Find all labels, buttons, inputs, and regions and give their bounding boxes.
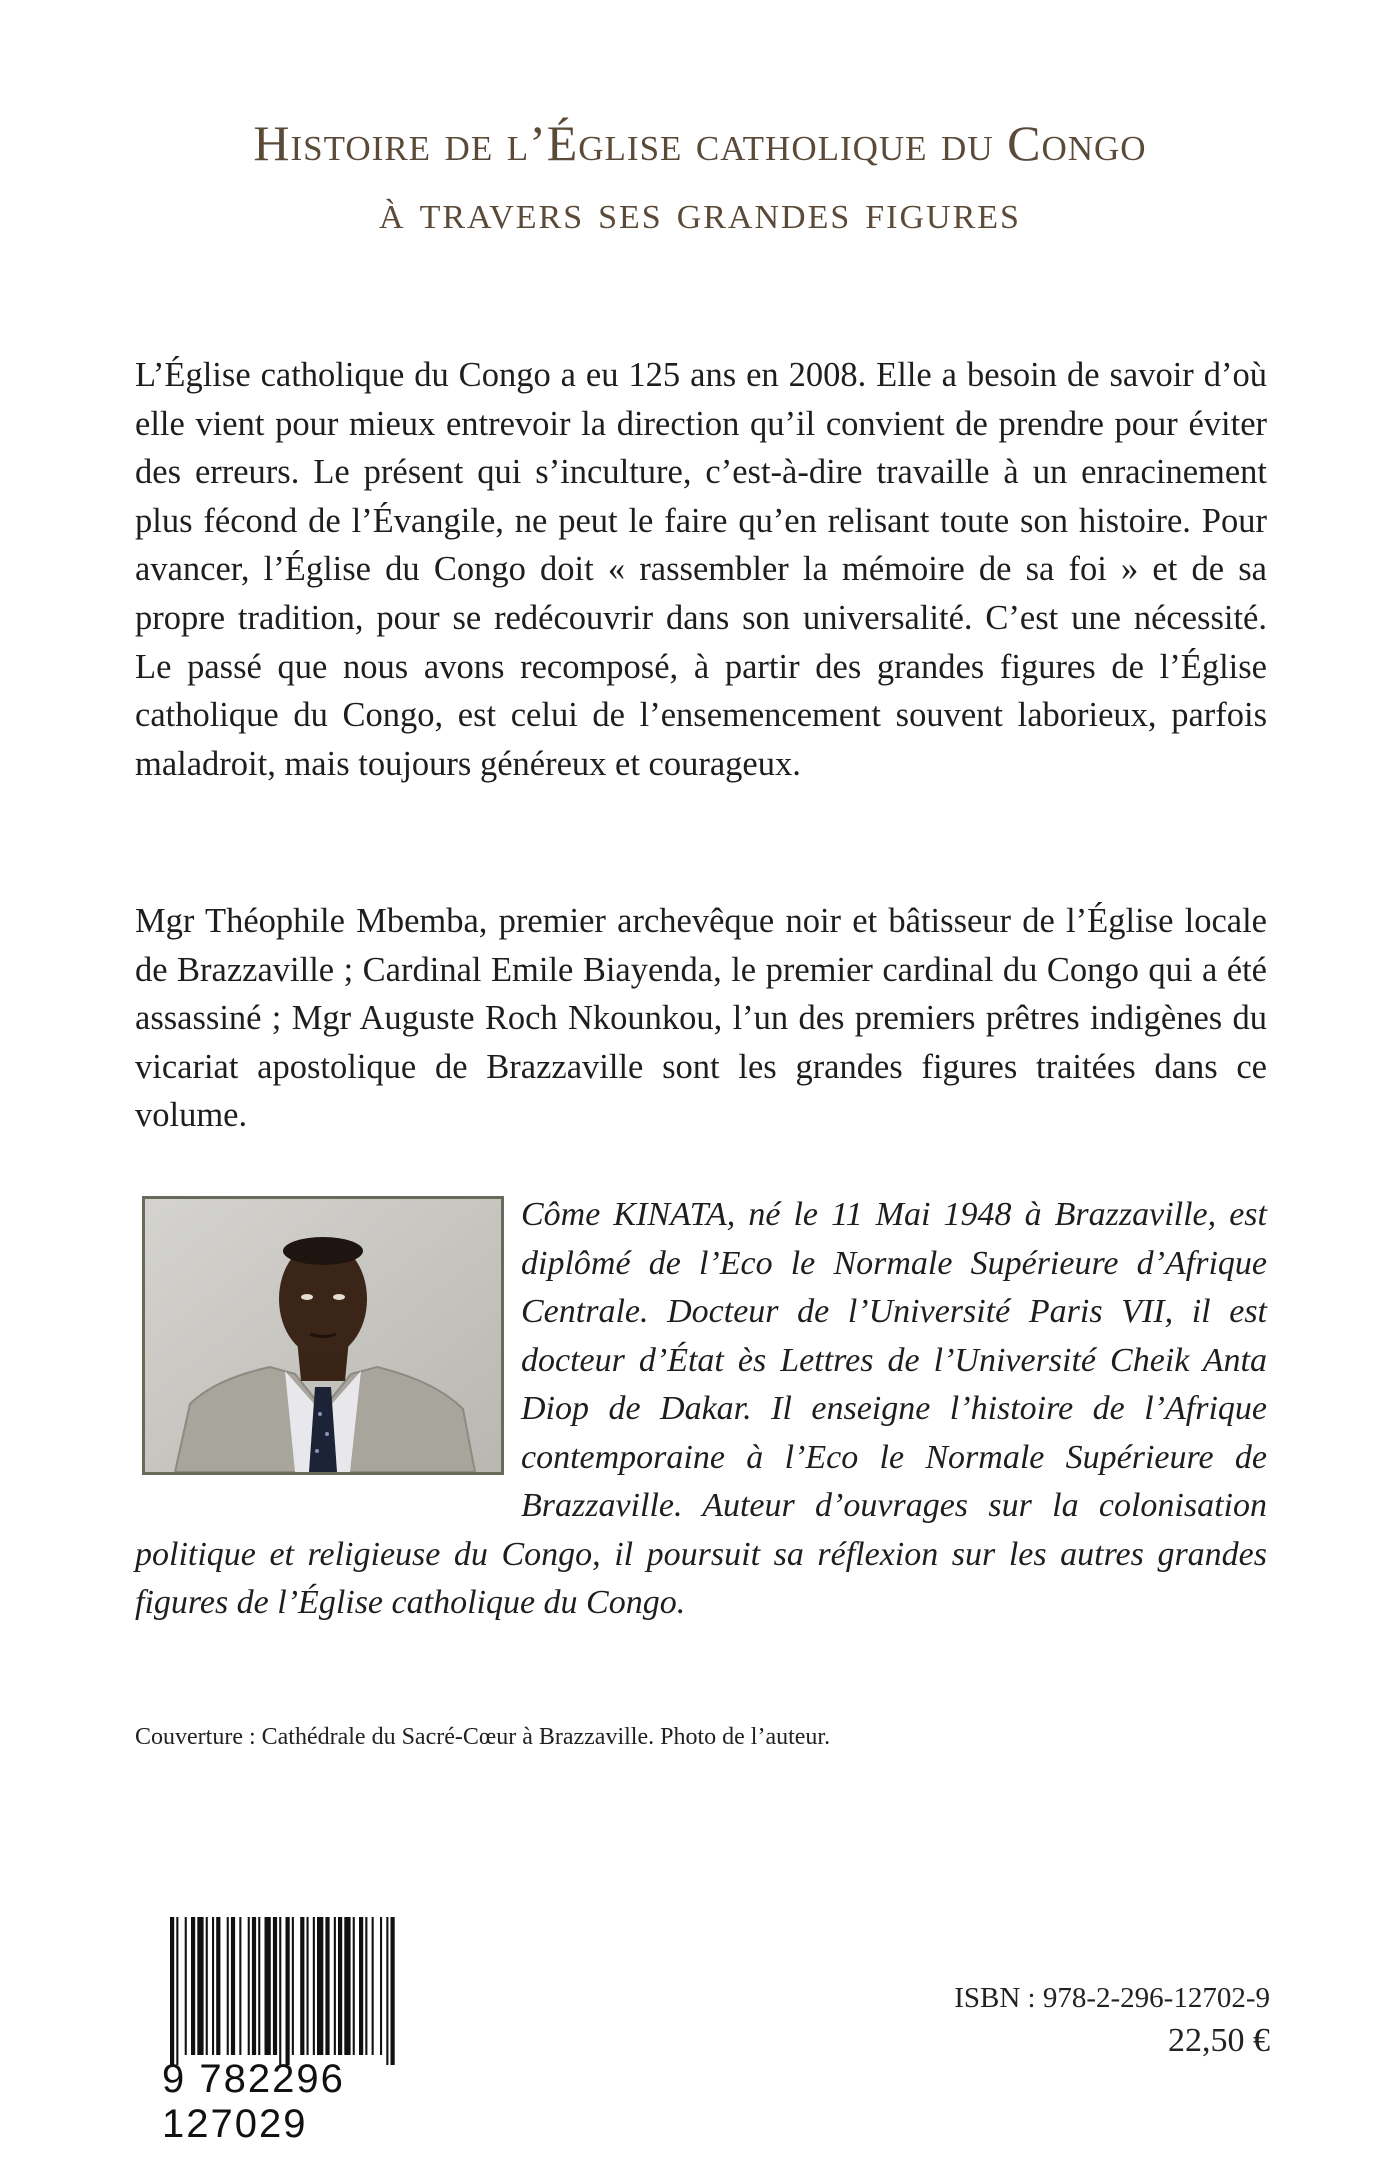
barcode-bar <box>176 1917 178 2065</box>
barcode-bar <box>191 1917 195 2055</box>
barcode-bar <box>231 1917 235 2055</box>
cover-heading <box>0 108 1400 248</box>
barcode-bars <box>166 1917 472 2065</box>
barcode-bar <box>307 1917 309 2055</box>
barcode-bar <box>216 1917 220 2055</box>
barcode-bar <box>279 1917 281 2065</box>
barcode-bar <box>258 1917 260 2055</box>
barcode-bar <box>380 1917 382 2055</box>
barcode <box>162 1917 472 2146</box>
book-subtitle: à travers ses grandes figures <box>379 186 1021 239</box>
barcode-bar <box>273 1917 277 2055</box>
barcode-bar <box>359 1917 363 2055</box>
author-bio-text: Côme KINATA, né le 11 Mai 1948 à Brazzaville, est diplômé de l’Eco le Normale Supérieure d’Afrique Centrale. Docteur de l’Université Paris VII, il est docteur d’État ès Lettres de l’Université Cheik Anta Diop de Dakar. Il enseigne l’histoire de l’Afrique contemporaine à l’Eco le Normale Supérieure de Brazzaville. Auteur d’ouvrages sur la colonisation politique et religieuse du Congo, il poursuit sa réflexion sur les autres grandes figures de l’Église catholique du Congo. <box>135 1196 1267 1621</box>
barcode-bar <box>344 1917 350 2055</box>
barcode-bar <box>313 1917 315 2055</box>
barcode-bar <box>252 1917 256 2055</box>
barcode-bar <box>353 1917 355 2055</box>
barcode-bar <box>227 1917 229 2055</box>
barcode-bar <box>391 1917 395 2065</box>
summary-paragraph-1: L’Église catholique du Congo a eu 125 ans en 2008. Elle a besoin de savoir d’où elle vient pour mieux entrevoir la direction qu’il convient de prendre pour éviter des erreurs. Le présent qui s’inculture, c’est-à-dire travaille à un enracinement plus fécond de l’Évangile, ne peut le faire qu’en relisant toute son histoire. Pour avancer, l’Église du Congo doit « rassembler la mémoire de sa foi » et de sa propre tradition, pour se redécouvrir dans son universalité. C’est une nécessité. Le passé que nous avons recomposé, à partir des grandes figures de l’Église catholique du Congo, est celui de l’ensemencement souvent laborieux, parfois maladroit, mais toujours généreux et courageux. <box>135 356 1267 783</box>
barcode-bar <box>265 1917 271 2055</box>
barcode-bar <box>300 1917 304 2055</box>
barcode-bar <box>212 1917 214 2055</box>
summary-paragraph-2: Mgr Théophile Mbemba, premier archevêque noir et bâtisseur de l’Église locale de Brazzaville ; Cardinal Emile Biayenda, le premier cardinal du Congo qui a été assassiné ; Mgr Auguste Roch Nkounkou, l’un des premiers prêtres indigènes du vicariat apostolique de Brazzaville sont les grandes figures traitées dans ce volume. <box>135 902 1267 1135</box>
barcode-bar <box>286 1917 290 2065</box>
barcode-bar <box>197 1917 203 2055</box>
barcode-bar <box>292 1917 294 2055</box>
barcode-bar <box>338 1917 342 2055</box>
barcode-bar <box>206 1917 208 2055</box>
author-biography <box>135 1191 1267 1628</box>
book-title: Histoire de l’Église catholique du Congo <box>253 115 1147 171</box>
barcode-bar <box>248 1917 250 2055</box>
photo-space <box>135 1191 521 1509</box>
barcode-bar <box>386 1917 388 2065</box>
barcode-digits: 9 782296 127029 <box>162 2057 345 2146</box>
isbn: ISBN : 978-2-296-12702-9 <box>954 1982 1270 2014</box>
barcode-bar <box>365 1917 367 2055</box>
barcode-bar <box>185 1917 187 2055</box>
barcode-bar <box>239 1917 241 2055</box>
barcode-bar <box>317 1917 323 2055</box>
cover-credit: Couverture : Cathédrale du Sacré-Cœur à Brazzaville. Photo de l’auteur. <box>135 1724 831 1750</box>
barcode-bar <box>372 1917 374 2055</box>
price: 22,50 € <box>1168 2022 1270 2059</box>
barcode-bar <box>170 1917 174 2065</box>
barcode-bar <box>334 1917 336 2055</box>
barcode-bar <box>325 1917 329 2055</box>
